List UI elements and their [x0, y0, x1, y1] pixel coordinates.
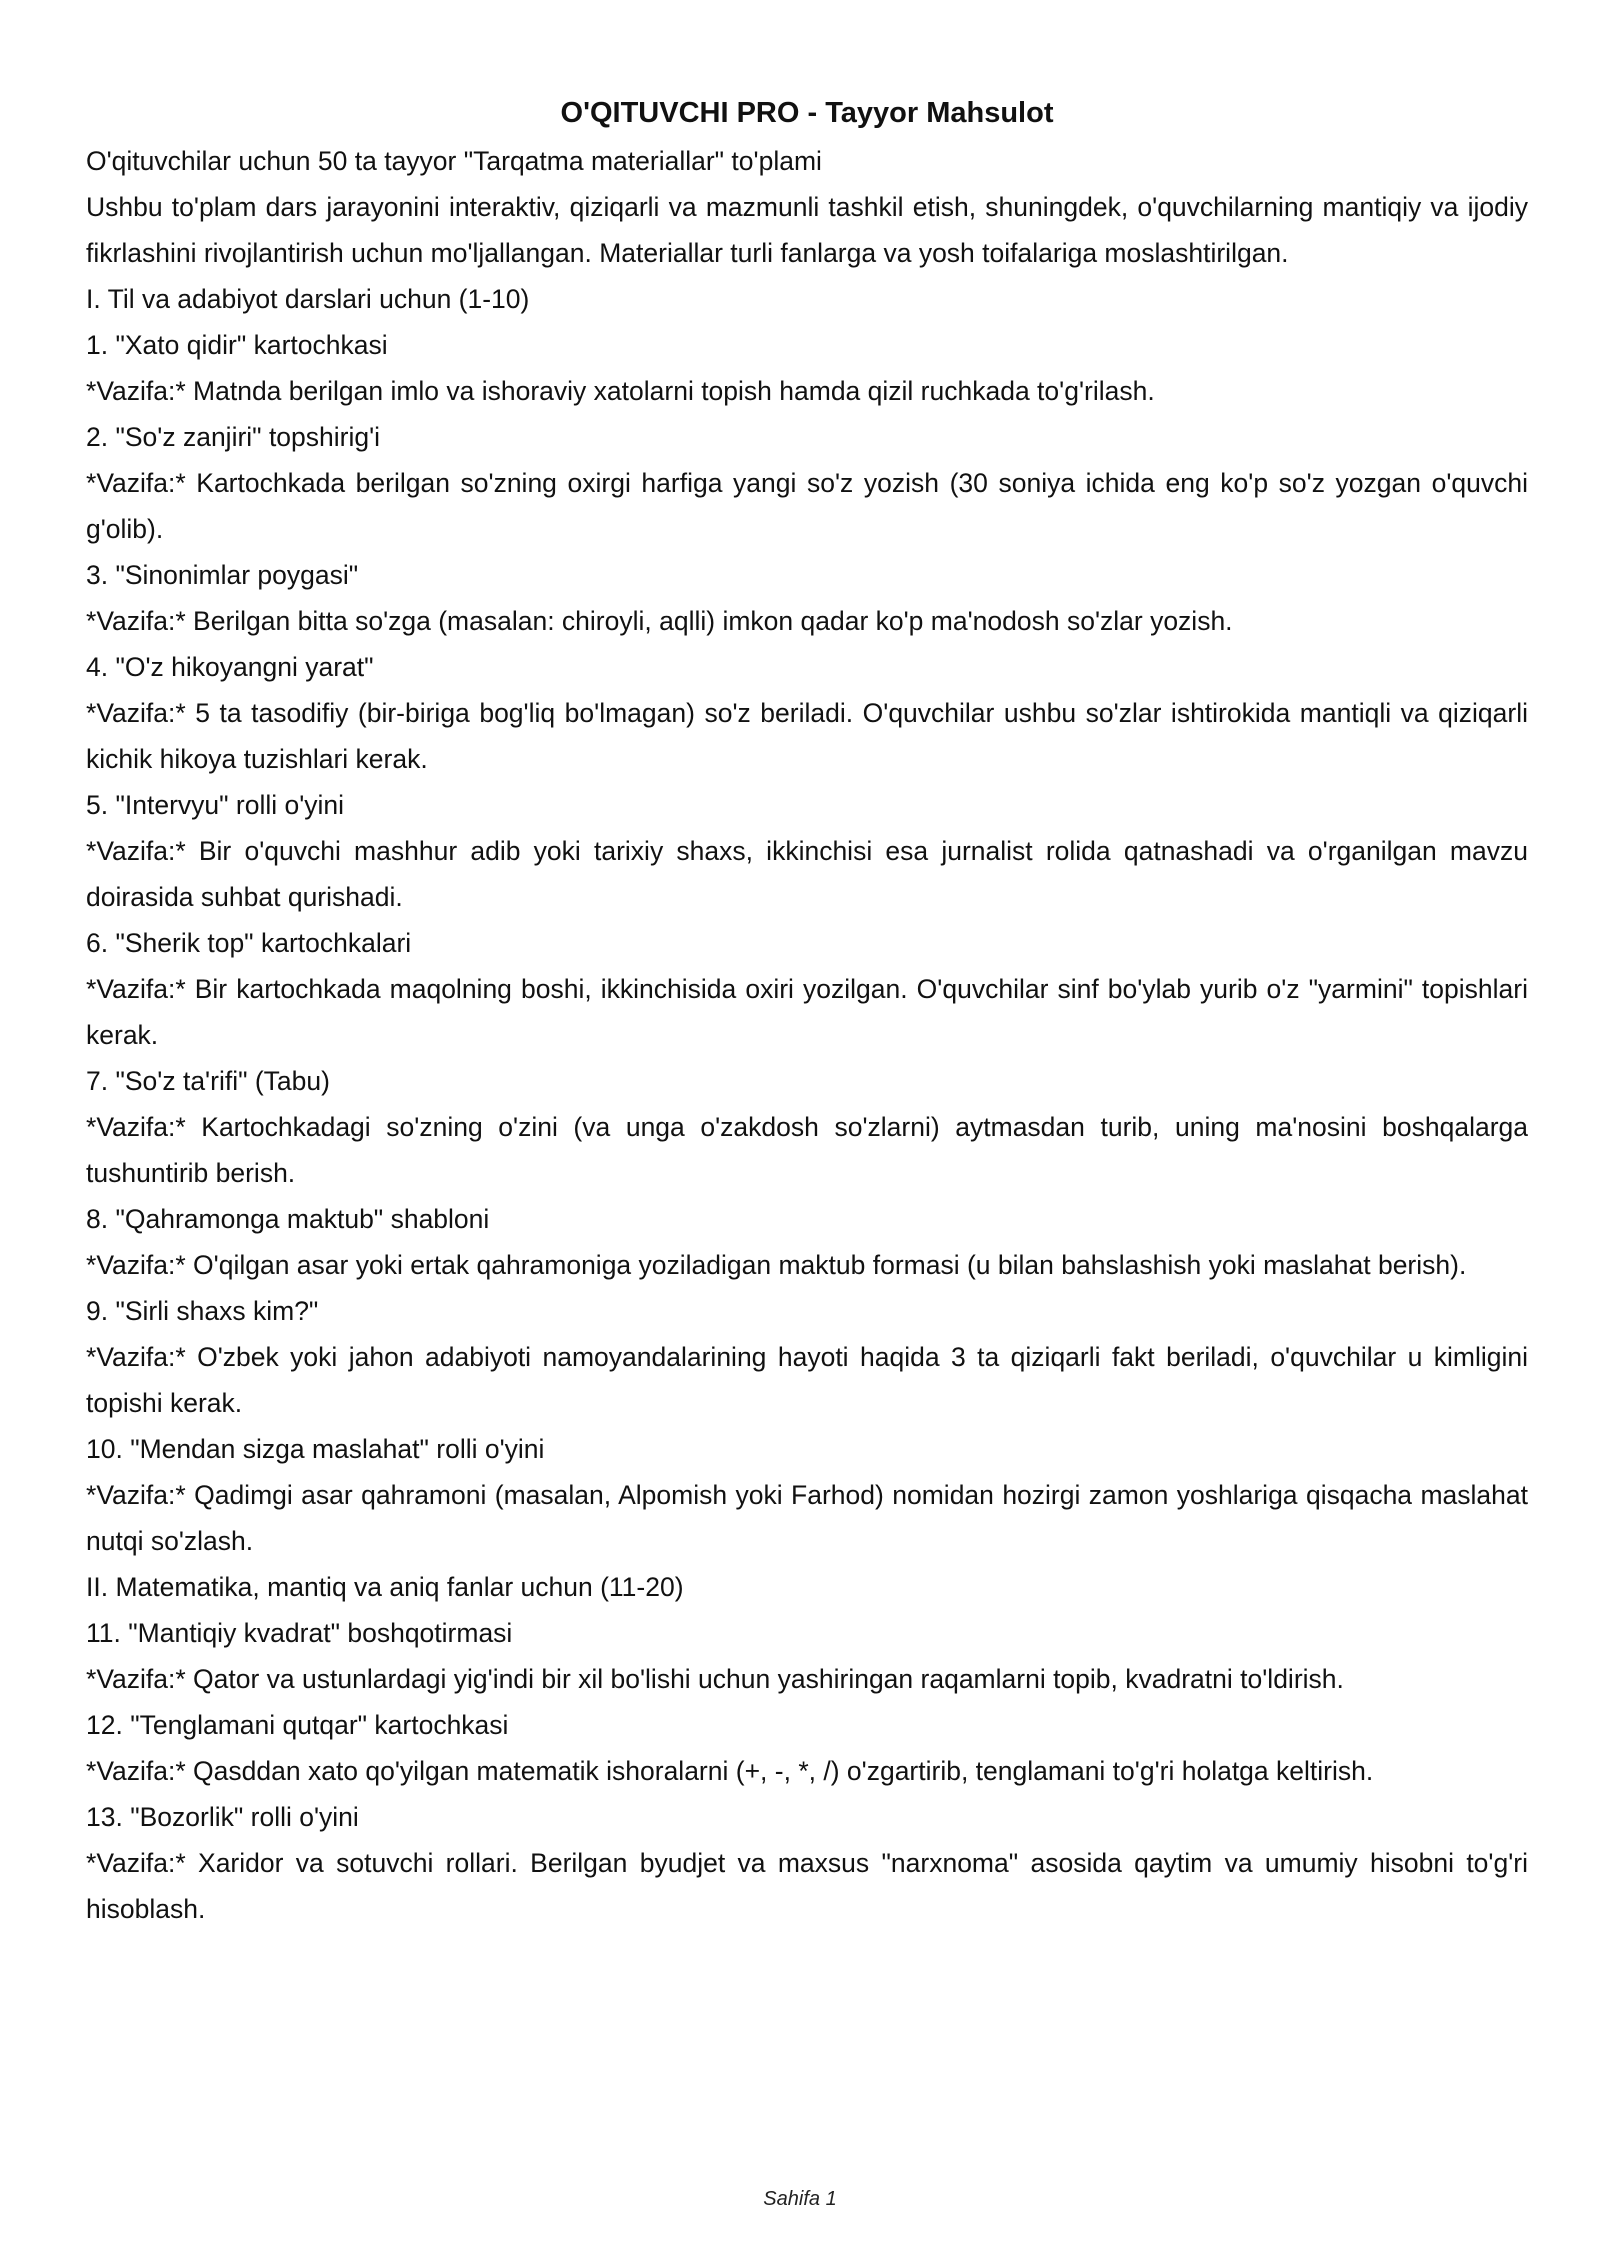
list-item — [86, 1702, 1528, 1794]
item-heading: 7. "So'z ta'rifi" (Tabu) — [86, 1066, 330, 1096]
item-task: *Vazifa:* 5 ta tasodifiy (bir-biriga bog'liq bo'lmagan) so'z beriladi. O'quvchilar ushbu so'zlar ishtirokida mantiqli va qiziqarli kichik hikoya tuzishlari kerak. — [86, 698, 1528, 774]
item-task: *Vazifa:* Kartochkadagi so'zning o'zini (va unga o'zakdosh so'zlarni) aytmasdan turib, uning ma'nosini boshqalarga tushuntirib berish. — [86, 1112, 1528, 1188]
list-item — [86, 322, 1528, 414]
item-task: *Vazifa:* O'zbek yoki jahon adabiyoti namoyandalarining hayoti haqida 3 ta qiziqarli fakt beriladi, o'quvchilar u kimligini topishi kerak. — [86, 1342, 1528, 1418]
list-item — [86, 1288, 1528, 1426]
list-item — [86, 552, 1528, 644]
item-heading: 3. "Sinonimlar poygasi" — [86, 560, 359, 590]
item-task: *Vazifa:* Kartochkada berilgan so'zning oxirgi harfiga yangi so'z yozish (30 soniya ichida eng ko'p so'z yozgan o'quvchi g'olib). — [86, 468, 1528, 544]
item-heading: 9. "Sirli shaxs kim?" — [86, 1296, 319, 1326]
list-item — [86, 920, 1528, 1058]
document-intro: Ushbu to'plam dars jarayonini interaktiv, qiziqarli va mazmunli tashkil etish, shuningdek, o'quvchilarning mantiqiy va ijodiy fikrlashini rivojlantirish uchun mo'ljallangan. Materiallar turli fanlarga va yosh toifalariga moslashtirilgan. — [86, 192, 1528, 268]
section-heading: II. Matematika, mantiq va aniq fanlar uchun (11-20) — [86, 1572, 684, 1602]
list-item — [86, 414, 1528, 552]
section-language-literature — [86, 276, 1528, 1564]
item-task: *Vazifa:* Xaridor va sotuvchi rollari. Berilgan byudjet va maxsus "narxnoma" asosida qaytim va umumiy hisobni to'g'ri hisoblash. — [86, 1848, 1528, 1924]
section-math-logic — [86, 1564, 1528, 1932]
list-item — [86, 1610, 1528, 1702]
item-task: *Vazifa:* Bir kartochkada maqolning boshi, ikkinchisida oxiri yozilgan. O'quvchilar sinf bo'ylab yurib o'z "yarmini" topishlari kerak. — [86, 974, 1528, 1050]
item-task: *Vazifa:* Bir o'quvchi mashhur adib yoki tarixiy shaxs, ikkinchisi esa jurnalist rolida qatnashadi va o'rganilgan mavzu doirasida suhbat qurishadi. — [86, 836, 1528, 912]
item-heading: 6. "Sherik top" kartochkalari — [86, 928, 412, 958]
list-item — [86, 1426, 1528, 1564]
item-heading: 12. "Tenglamani qutqar" kartochkasi — [86, 1710, 509, 1740]
item-task: *Vazifa:* Matnda berilgan imlo va ishoraviy xatolarni topish hamda qizil ruchkada to'g'rilash. — [86, 376, 1155, 406]
item-heading: 13. "Bozorlik" rolli o'yini — [86, 1802, 359, 1832]
item-task: *Vazifa:* Qadimgi asar qahramoni (masalan, Alpomish yoki Farhod) nomidan hozirgi zamon yoshlariga qisqacha maslahat nutqi so'zlash. — [86, 1480, 1528, 1556]
item-heading: 8. "Qahramonga maktub" shabloni — [86, 1204, 490, 1234]
document-subtitle: O'qituvchilar uchun 50 ta tayyor "Tarqatma materiallar" to'plami — [86, 146, 822, 176]
list-item — [86, 782, 1528, 920]
item-heading: 2. "So'z zanjiri" topshirig'i — [86, 422, 381, 452]
document-title: O'QITUVCHI PRO - Tayyor Mahsulot — [560, 97, 1054, 129]
item-task: *Vazifa:* O'qilgan asar yoki ertak qahramoniga yoziladigan maktub formasi (u bilan bahslashish yoki maslahat berish). — [86, 1250, 1467, 1280]
page-number: Sahifa 1 — [763, 2188, 837, 2210]
item-heading: 4. "O'z hikoyangni yarat" — [86, 652, 374, 682]
item-heading: 11. "Mantiqiy kvadrat" boshqotirmasi — [86, 1618, 513, 1648]
document-content — [86, 90, 1528, 1932]
section-heading: I. Til va adabiyot darslari uchun (1-10) — [86, 284, 530, 314]
item-task: *Vazifa:* Qasddan xato qo'yilgan matematik ishoralarni (+, -, *, /) o'zgartirib, tenglamani to'g'ri holatga keltirish. — [86, 1756, 1374, 1786]
item-task: *Vazifa:* Berilgan bitta so'zga (masalan: chiroyli, aqlli) imkon qadar ko'p ma'nodosh so'zlar yozish. — [86, 606, 1233, 636]
item-task: *Vazifa:* Qator va ustunlardagi yig'indi bir xil bo'lishi uchun yashiringan raqamlarni topib, kvadratni to'ldirish. — [86, 1664, 1344, 1694]
list-item — [86, 644, 1528, 782]
list-item — [86, 1196, 1528, 1288]
item-heading: 10. "Mendan sizga maslahat" rolli o'yini — [86, 1434, 545, 1464]
list-item — [86, 1794, 1528, 1932]
list-item — [86, 1058, 1528, 1196]
item-heading: 5. "Intervyu" rolli o'yini — [86, 790, 345, 820]
item-heading: 1. "Xato qidir" kartochkasi — [86, 330, 388, 360]
